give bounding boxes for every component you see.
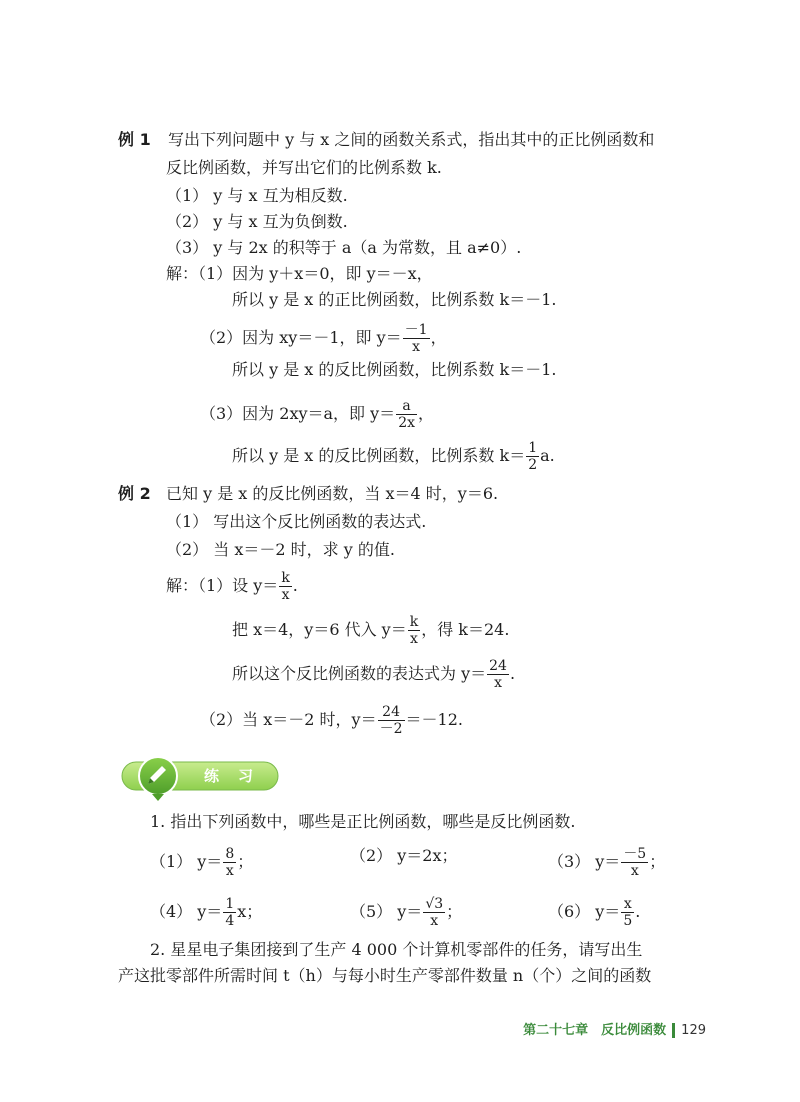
page-footer [523,1022,706,1040]
practice-question-2-line2: 产这批零部件所需时间 t（h）与每小时生产零部件数量 n（个）之间的函数 [118,966,652,985]
example-1-question-3: （3） y 与 2x 的积等于 a（a 为常数，且 a≠0）. [166,238,522,257]
practice-banner-graphic [118,756,280,804]
example-2-question-2: （2） 当 x＝－2 时，求 y 的值. [166,540,395,559]
example-1-intro-line1: 写出下列问题中 y 与 x 之间的函数关系式，指出其中的正比例函数和 [168,130,655,149]
fraction: $\frac{k}{x}$ [281,570,290,603]
example-2-solution-2: （2）当 x＝－2 时，y＝ $\frac{24}{-2}$ ＝－12. [200,704,463,737]
practice-question-2-line1: 2. 星星电子集团接到了生产 4 000 个计算机零部件的任务，请写出生 [150,940,643,959]
fraction: $\frac{√3}{x}$ [425,896,444,929]
example-1-solution-3a: （3）因为 2xy＝a，即 y＝ $\frac{a}{2x}$ ， [200,398,435,431]
example-2-solution-1b: 把 x＝4，y＝6 代入 y＝ $\frac{k}{x}$ ，得 k＝24. [232,614,510,647]
fraction: $\frac{-1}{x}$ [404,322,428,355]
example-1-label: 例 1 [118,130,151,149]
example-1-question-1: （1） y 与 x 互为相反数. [166,186,348,205]
example-1-solution-3b: 所以 y 是 x 的反比例函数，比例系数 k＝ $\frac{1}{2}$ a. [232,440,555,473]
example-2-question-1: （1） 写出这个反比例函数的表达式. [166,512,427,531]
practice-item-5: （5） y＝ $\frac{√3}{x}$ ； [350,896,463,929]
example-1-solution-1a: 解：（1）因为 y＋x＝0，即 y＝－x， [166,264,433,283]
example-1-intro-line2: 反比例函数，并写出它们的比例系数 k. [166,158,442,177]
example-2-intro: 已知 y 是 x 的反比例函数，当 x＝4 时，y＝6. [166,484,499,503]
example-2-solution-1a: 解：（1）设 y＝ $\frac{k}{x}$ . [166,570,298,603]
fraction: $\frac{1}{2}$ [528,440,538,473]
fraction: $\frac{8}{x}$ [225,846,235,879]
fraction: $\frac{x}{5}$ [623,896,633,929]
fraction: $\frac{-5}{x}$ [623,846,647,879]
practice-item-6: （6） y＝ $\frac{x}{5}$ . [548,896,641,929]
practice-item-1: （1） y＝ $\frac{8}{x}$ ； [150,846,254,879]
practice-title: 练 习 [204,767,256,785]
page-number: 129 [672,1023,706,1038]
example-1-question-2: （2） y 与 x 互为负倒数. [166,212,348,231]
fraction: $\frac{1}{4}$ [225,896,235,929]
practice-item-2: （2） y＝2x； [350,846,458,865]
example-1-solution-2b: 所以 y 是 x 的反比例函数，比例系数 k＝－1. [232,360,557,379]
practice-banner [118,756,280,796]
example-1-solution-2a: （2）因为 xy＝－1，即 y＝ $\frac{-1}{x}$ ， [200,322,447,355]
example-2-solution-1c: 所以这个反比例函数的表达式为 y＝ $\frac{24}{x}$ . [232,658,516,691]
fraction: $\frac{24}{x}$ [489,658,507,691]
fraction: $\frac{24}{-2}$ [379,704,403,737]
fraction: $\frac{k}{x}$ [409,614,419,647]
example-1-solution-1b: 所以 y 是 x 的正比例函数，比例系数 k＝－1. [232,290,557,309]
practice-question-1: 1. 指出下列函数中，哪些是正比例函数，哪些是反比例函数. [150,812,576,831]
practice-item-4: （4） y＝ $\frac{1}{4}$ x； [150,896,263,929]
practice-item-3: （3） y＝ $\frac{-5}{x}$ ； [548,846,666,879]
chapter-title: 第二十七章 反比例函数 [523,1023,667,1038]
example-2-label: 例 2 [118,484,151,503]
fraction: $\frac{a}{2x}$ [398,398,415,431]
